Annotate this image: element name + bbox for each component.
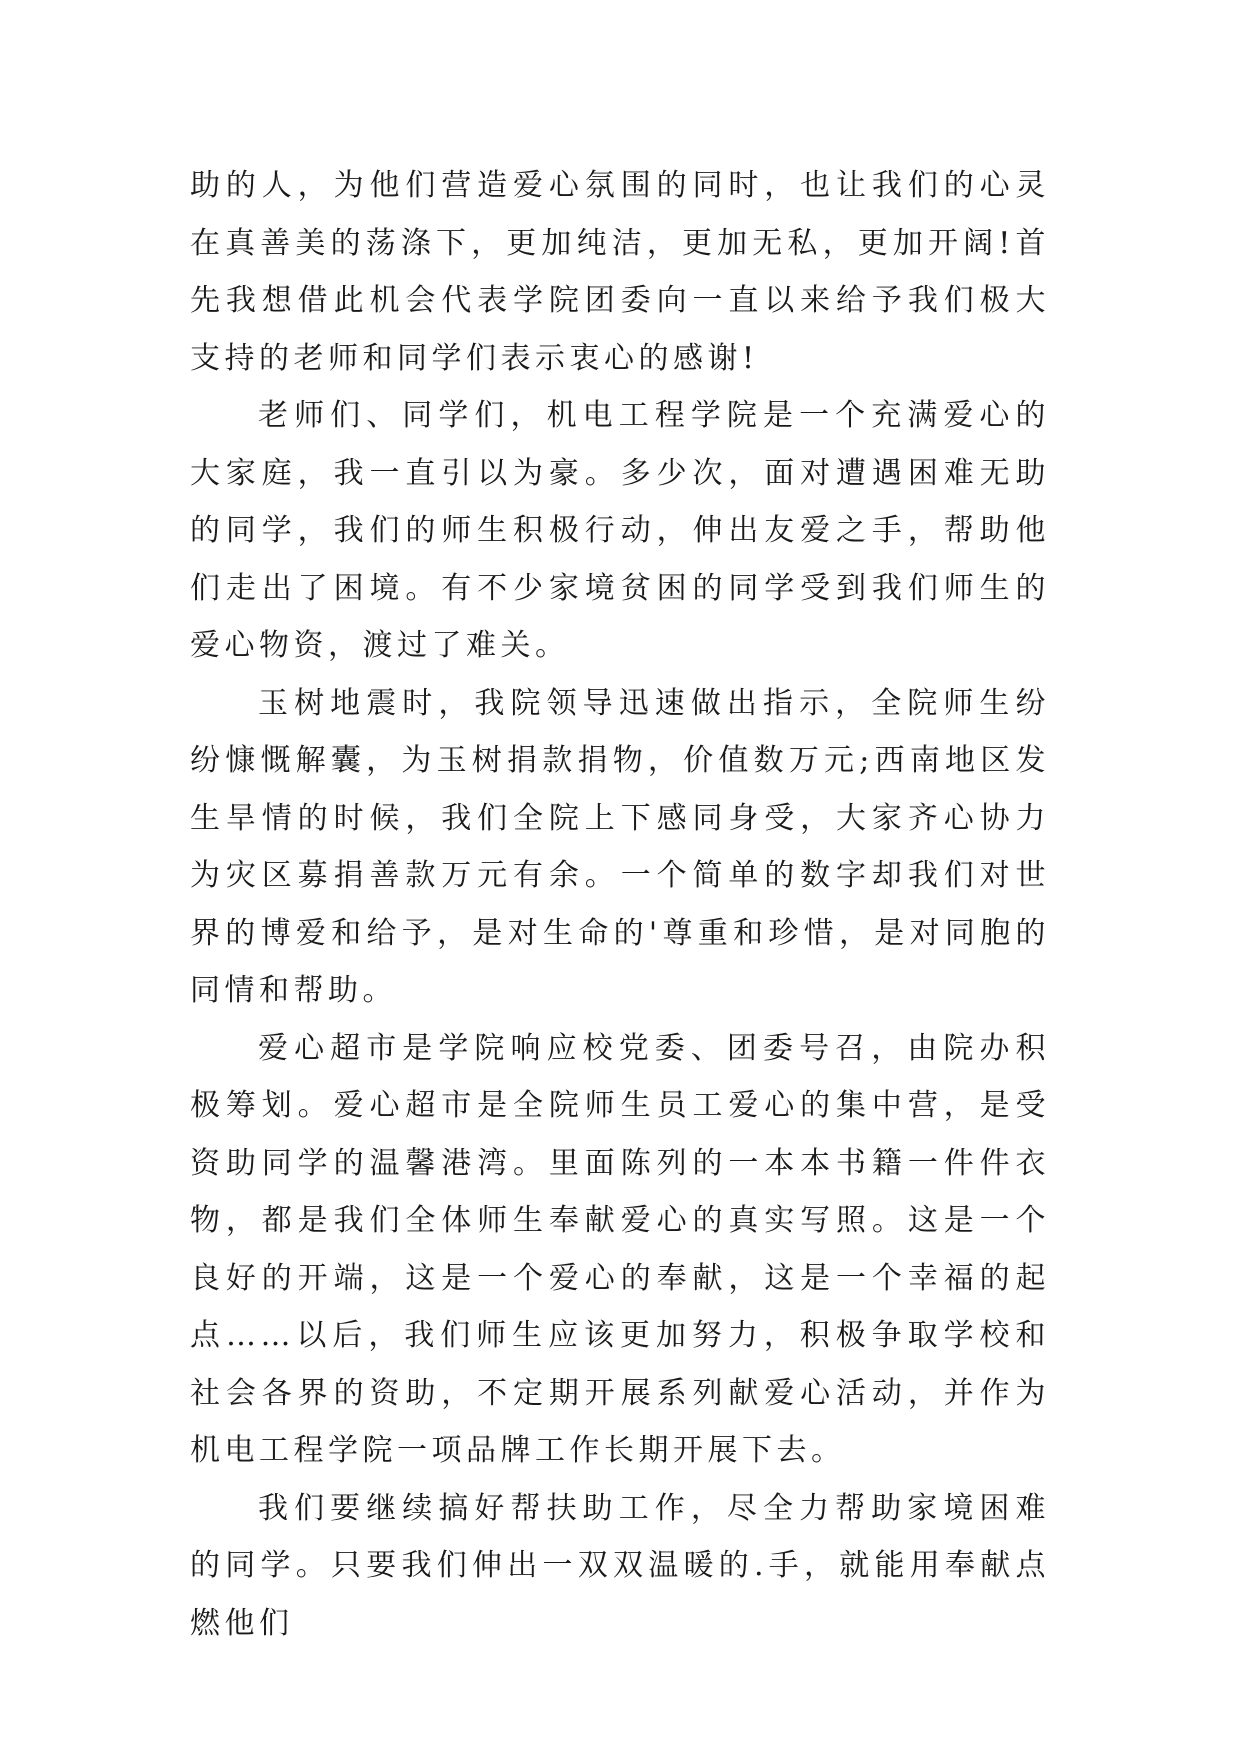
document-body [190,157,1050,1652]
paragraph-love-supermarket: 爱心超市是学院响应校党委、团委号召，由院办积极筹划。爱心超市是全院师生员工爱心的集中营，是受资助同学的温馨港湾。里面陈列的一本本书籍一件件衣物，都是我们全体师生奉献爱心的真实写照。这是一个良好的开端，这是一个爱心的奉献，这是一个幸福的起点……以后，我们师生应该更加努力，积极争取学校和社会各界的资助，不定期开展系列献爱心活动，并作为机电工程学院一项品牌工作长期开展下去。 [190,1030,1050,1468]
paragraph-family-pride: 老师们、同学们，机电工程学院是一个充满爱心的大家庭，我一直引以为豪。多少次，面对遭遇困难无助的同学，我们的师生积极行动，伸出友爱之手，帮助他们走出了困境。有不少家境贫困的同学受到我们师生的爱心物资，渡过了难关。 [190,398,1050,663]
paragraph-assistance-work: 我们要继续搞好帮扶助工作，尽全力帮助家境困难的同学。只要我们伸出一双双温暖的.手，就能用奉献点燃他们 [190,1490,1050,1641]
paragraph-disaster-relief: 玉树地震时，我院领导迅速做出指示，全院师生纷纷慷慨解囊，为玉树捐款捐物，价值数万元;西南地区发生旱情的时候，我们全院上下感同身受，大家齐心协力为灾区募捐善款万元有余。一个简单的数字却我们对世界的博爱和给予，是对生命的'尊重和珍惜，是对同胞的同情和帮助。 [190,685,1050,1008]
paragraph-continuation: 助的人，为他们营造爱心氛围的同时，也让我们的心灵在真善美的荡涤下，更加纯洁，更加无私，更加开阔!首先我想借此机会代表学院团委向一直以来给予我们极大支持的老师和同学们表示衷心的感谢! [190,168,1050,376]
